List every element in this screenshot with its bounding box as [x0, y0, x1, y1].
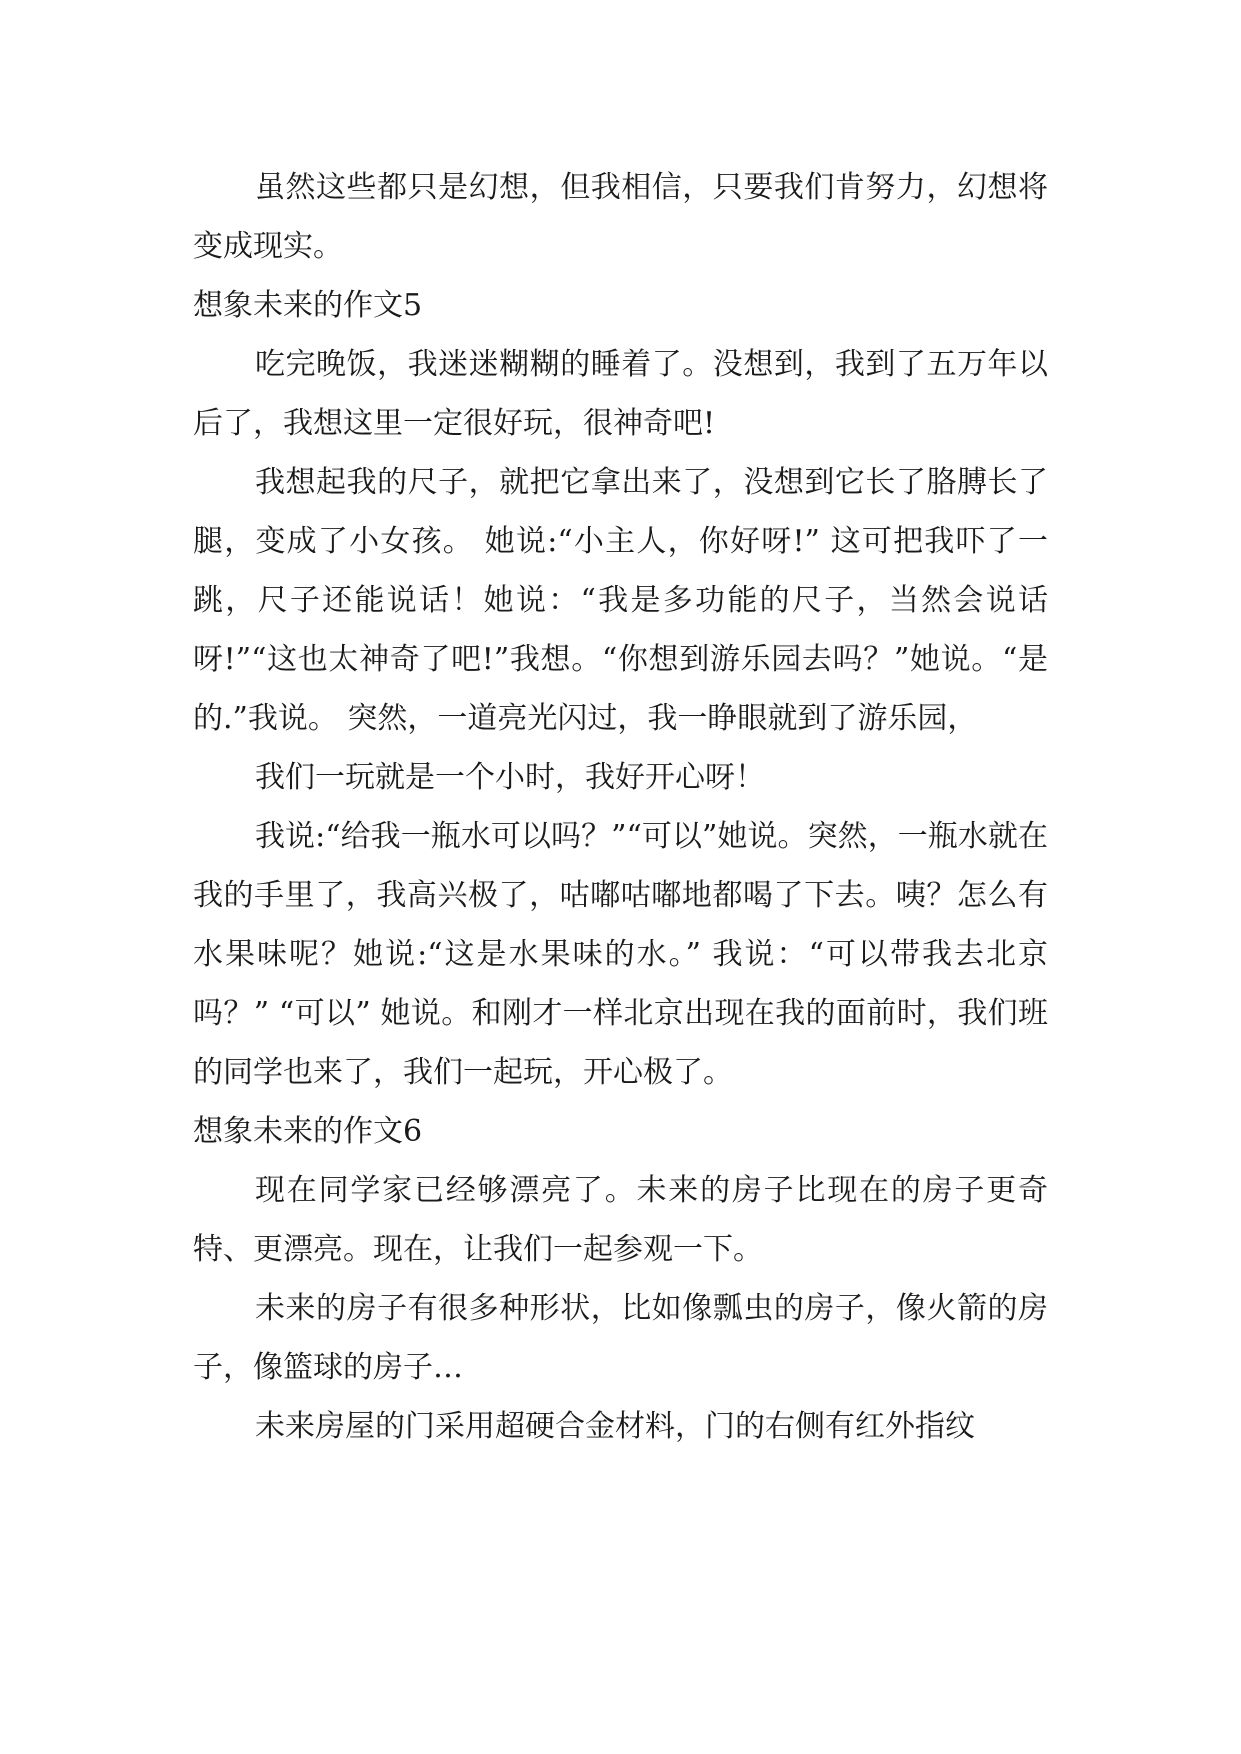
- paragraph: 虽然这些都只是幻想，但我相信，只要我们肯努力，幻想将变成现实。: [193, 170, 1048, 264]
- document-page: [193, 158, 1048, 1456]
- section-heading: 想象未来的作文5: [193, 288, 423, 323]
- paragraph: 吃完晚饭，我迷迷糊糊的睡着了。没想到，我到了五万年以后了，我想这里一定很好玩，很神奇吧!: [193, 347, 1048, 441]
- paragraph: 现在同学家已经够漂亮了。未来的房子比现在的房子更奇特、更漂亮。现在，让我们一起参观一下。: [193, 1173, 1048, 1267]
- paragraph: 未来的房子有很多种形状，比如像瓢虫的房子，像火箭的房子，像篮球的房子…: [193, 1291, 1048, 1385]
- paragraph: 我说:“给我一瓶水可以吗？”“可以”她说。突然，一瓶水就在我的手里了，我高兴极了，咕嘟咕嘟地都喝了下去。咦？怎么有水果味呢？她说:“这是水果味的水。” 我说：“可以带我去北京吗？” “可以” 她说。和刚才一样北京出现在我的面前时，我们班的同学也来了，我们一起玩，开心极了。: [193, 819, 1048, 1090]
- paragraph: 我想起我的尺子，就把它拿出来了，没想到它长了胳膊长了腿，变成了小女孩。 她说:“小主人，你好呀!” 这可把我吓了一跳，尺子还能说话！她说：“我是多功能的尺子，当然会说话呀!”“这也太神奇了吧!”我想。“你想到游乐园去吗？”她说。“是的.”我说。 突然，一道亮光闪过，我一睁眼就到了游乐园，: [193, 465, 1048, 736]
- section-heading: 想象未来的作文6: [193, 1114, 423, 1149]
- paragraph: 未来房屋的门采用超硬合金材料，门的右侧有红外指纹: [255, 1409, 975, 1444]
- paragraph: 我们一玩就是一个小时，我好开心呀！: [255, 760, 765, 795]
